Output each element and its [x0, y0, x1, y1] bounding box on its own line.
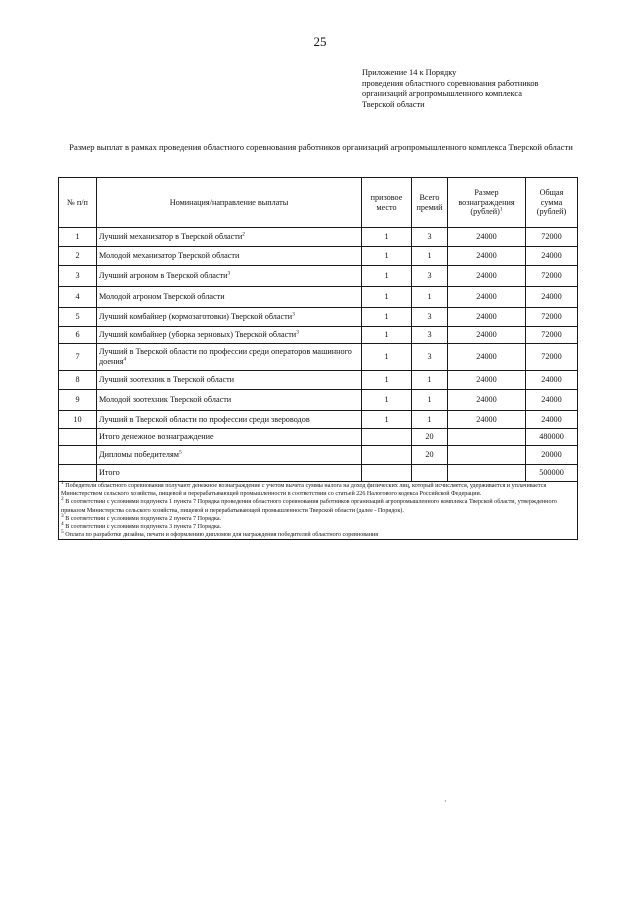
cell-reward: 24000	[448, 344, 526, 371]
nomination-text: Лучший комбайнер (кормозаготовки) Тверской области	[99, 312, 293, 322]
nomination-text: Лучший механизатор в Тверской области	[99, 232, 243, 242]
cell-nomination	[97, 327, 362, 344]
footnote-text: В соответствии с условиями подпункта 2 пункта 7 Порядка.	[65, 515, 222, 522]
footnote-mark: 2	[242, 231, 245, 238]
payments-table	[58, 177, 578, 540]
cell-place: 1	[362, 287, 412, 308]
header-reward-size	[448, 178, 526, 228]
table-row	[59, 327, 578, 344]
cell-empty	[448, 429, 526, 446]
cell-empty	[59, 446, 97, 465]
table-row	[59, 390, 578, 411]
table-row	[59, 266, 578, 287]
cell-num: 7	[59, 344, 97, 371]
cell-prizes: 3	[412, 266, 448, 287]
cell-prizes: 3	[412, 344, 448, 371]
footnote-text: В соответствии с условиями подпункта 3 пункта 7 Порядка.	[65, 524, 222, 531]
document-title: Размер выплат в рамках проведения областного соревнования работников организаций агропромышленного комплекса Тверской области	[69, 142, 573, 152]
footnote	[61, 512, 575, 523]
table-body	[59, 228, 578, 540]
cell-sum: 24000	[526, 411, 578, 429]
footnotes-row	[59, 482, 578, 540]
cell-sum: 24000	[526, 247, 578, 266]
cell-place: 1	[362, 247, 412, 266]
cell-empty	[362, 446, 412, 465]
header-place: призовое место	[362, 178, 412, 228]
cell-reward: 24000	[448, 247, 526, 266]
nomination-text: Лучший в Тверской области по профессии среди звероводов	[99, 414, 310, 424]
cell-num: 3	[59, 266, 97, 287]
footnote-mark: 3	[61, 512, 64, 519]
cell-empty	[362, 429, 412, 446]
cell-num: 5	[59, 308, 97, 327]
cell-prizes: 3	[412, 228, 448, 247]
table-total-row	[59, 429, 578, 446]
cell-empty	[362, 465, 412, 482]
footnote	[61, 531, 575, 539]
cell-num: 1	[59, 228, 97, 247]
footnote-text: В соответствии с условиями подпункта 1 пункта 7 Порядка проведения областного соревнования работников организаций агропромышленного комплекса Тверской области, утвержденного приказом Министерства сельского хозяйства, пищевой и перерабатывающей промышленности Тверской области (далее - Порядок).	[61, 499, 557, 514]
footnote-mark: 2	[61, 496, 64, 503]
cell-place: 1	[362, 327, 412, 344]
appendix-line: проведения областного соревнования работников	[362, 78, 539, 88]
cell-place: 1	[362, 266, 412, 287]
cell-reward: 24000	[448, 308, 526, 327]
cell-sum: 72000	[526, 308, 578, 327]
table-row	[59, 344, 578, 371]
table-total-row	[59, 446, 578, 465]
nomination-text: Молодой агроном Тверской области	[99, 292, 225, 302]
table-header-row	[59, 178, 578, 228]
nomination-text: Лучший в Тверской области по профессии среди операторов машинного доения	[99, 347, 352, 366]
cell-nomination	[97, 228, 362, 247]
table-row	[59, 411, 578, 429]
footnote-text: Оплата по разработке дизайна, печати и оформлению дипломов для награждения победителей областного соревнования	[65, 532, 379, 539]
footnote-mark: 3	[292, 311, 295, 318]
cell-reward: 24000	[448, 266, 526, 287]
cell-nomination	[97, 247, 362, 266]
nomination-text: Лучший агроном в Тверской области	[99, 271, 228, 281]
appendix-line: Тверской области	[362, 99, 425, 109]
footnote-mark: 5	[61, 529, 64, 536]
table-total-row	[59, 465, 578, 482]
footnote-mark: 3	[227, 270, 231, 277]
cell-reward: 24000	[448, 228, 526, 247]
footnote-mark: 5	[178, 449, 182, 456]
appendix-line: организаций агропромышленного комплекса	[362, 89, 522, 99]
cell-prizes: 1	[412, 287, 448, 308]
cell-sum: 24000	[526, 287, 578, 308]
cell-reward: 24000	[448, 287, 526, 308]
nomination-text: Молодой зоотехник Тверской области	[99, 395, 232, 405]
cell-place: 1	[362, 411, 412, 429]
cell-place: 1	[362, 228, 412, 247]
cell-sum: 24000	[526, 390, 578, 411]
cell-total-label	[97, 465, 362, 482]
cell-prizes: 1	[412, 390, 448, 411]
cell-prizes: 1	[412, 247, 448, 266]
cell-num: 9	[59, 390, 97, 411]
footnotes-cell	[59, 479, 578, 540]
cell-total-sum: 20000	[526, 446, 578, 465]
cell-num: 10	[59, 411, 97, 429]
cell-sum: 72000	[526, 266, 578, 287]
cell-prizes: 1	[412, 371, 448, 390]
footnote-mark: 4	[123, 356, 127, 363]
total-label-text: Итого	[99, 468, 120, 478]
header-reward-size-label: Размер вознаграждения (рублей)	[458, 188, 515, 217]
cell-empty	[59, 429, 97, 446]
cell-total-sum: 480000	[526, 429, 578, 446]
cell-total-label	[97, 429, 362, 446]
footnote	[61, 520, 575, 531]
table-row	[59, 228, 578, 247]
footnote-mark: 4	[61, 520, 64, 527]
header-num: № п/п	[59, 178, 97, 228]
cell-nomination	[97, 390, 362, 411]
cell-nomination	[97, 308, 362, 327]
cell-sum: 72000	[526, 327, 578, 344]
cell-num: 2	[59, 247, 97, 266]
footnote-mark: 1	[499, 206, 503, 213]
cell-place: 1	[362, 371, 412, 390]
footnote-mark: 1	[61, 479, 64, 486]
cell-total-prizes	[412, 465, 448, 482]
cell-nomination	[97, 371, 362, 390]
footnote-text: Победители областного соревнования получают денежное вознаграждение с учетом вычета суммы налога на доход физических лиц, который исчисляется, удерживается и уплачивается Министерством сельского хозяйства, пищевой и перерабатывающей промышленности в соответствии со статьей 226 Налогового кодекса Российской Федерации.	[61, 483, 547, 498]
cell-reward: 24000	[448, 371, 526, 390]
cell-prizes: 1	[412, 411, 448, 429]
cell-num: 8	[59, 371, 97, 390]
cell-nomination	[97, 287, 362, 308]
table-row	[59, 371, 578, 390]
cell-num: 6	[59, 327, 97, 344]
cell-total-sum: 500000	[526, 465, 578, 482]
cell-nomination	[97, 344, 362, 371]
cell-place: 1	[362, 344, 412, 371]
cell-num: 4	[59, 287, 97, 308]
cell-reward: 24000	[448, 390, 526, 411]
appendix-line: Приложение 14 к Порядку	[362, 68, 457, 77]
cell-empty	[448, 465, 526, 482]
cell-sum: 72000	[526, 344, 578, 371]
page-number: 25	[313, 34, 327, 49]
cell-prizes: 3	[412, 308, 448, 327]
cell-place: 1	[362, 390, 412, 411]
cell-nomination	[97, 411, 362, 429]
cell-reward: 24000	[448, 327, 526, 344]
cell-total-prizes: 20	[412, 429, 448, 446]
table-row	[59, 287, 578, 308]
nomination-text: Лучший комбайнер (уборка зерновых) Тверской области	[99, 330, 297, 340]
footnote-mark: 3	[296, 329, 299, 336]
cell-nomination	[97, 266, 362, 287]
cell-total-prizes: 20	[412, 446, 448, 465]
header-nomination: Номинация/направление выплаты	[97, 178, 362, 228]
footnote	[61, 498, 575, 514]
cell-sum: 72000	[526, 228, 578, 247]
nomination-text: Молодой механизатор Тверской области	[99, 251, 240, 261]
table-row	[59, 308, 578, 327]
table-row	[59, 247, 578, 266]
footnote	[61, 479, 575, 498]
cell-empty	[59, 465, 97, 482]
header-total-sum: Общая сумма (рублей)	[526, 178, 578, 228]
cell-prizes: 3	[412, 327, 448, 344]
page-mark: ·	[444, 797, 447, 806]
appendix-note	[362, 68, 592, 110]
total-label-text: Дипломы победителям	[99, 450, 179, 460]
total-label-text: Итого денежное вознаграждение	[99, 432, 214, 442]
cell-empty	[448, 446, 526, 465]
header-total-prizes: Всего премий	[412, 178, 448, 228]
cell-place: 1	[362, 308, 412, 327]
cell-sum: 24000	[526, 371, 578, 390]
cell-total-label	[97, 446, 362, 465]
nomination-text: Лучший зоотехник в Тверской области	[99, 375, 235, 385]
cell-reward: 24000	[448, 411, 526, 429]
